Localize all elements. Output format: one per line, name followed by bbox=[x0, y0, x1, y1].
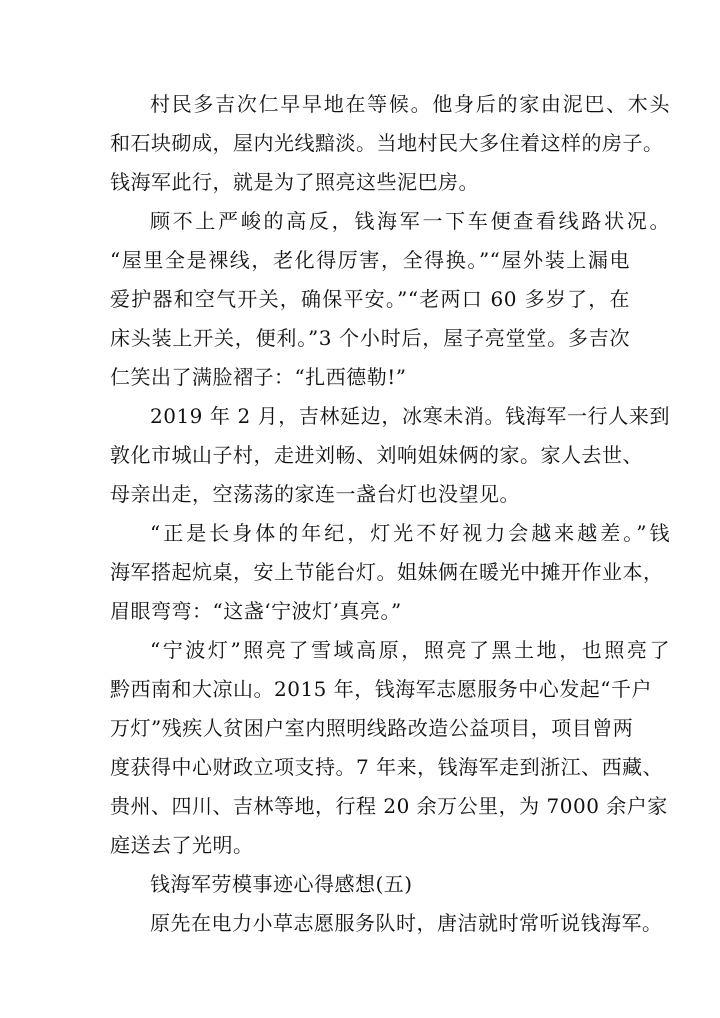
paragraph-line: 和石块砌成，屋内光线黯淡。当地村民大多住着这样的房子。 bbox=[110, 131, 664, 155]
paragraph-line: 敦化市城山子村，走进刘畅、刘响姐妹俩的家。家人去世、 bbox=[110, 443, 643, 467]
paragraph-line: 海军搭起炕桌，安上节能台灯。姐妹俩在暖光中摊开作业本， bbox=[110, 560, 664, 584]
paragraph-line: 庭送去了光明。 bbox=[110, 833, 254, 857]
paragraph-line: 眉眼弯弯：“这盏‘宁波灯’真亮。” bbox=[110, 599, 402, 623]
paragraph-line: 万灯”残疾人贫困户室内照明线路改造公益项目，项目曾两 bbox=[110, 716, 634, 740]
paragraph-line: 黔西南和大凉山。2015 年，钱海军志愿服务中心发起“千户 bbox=[110, 677, 652, 701]
paragraph-line: 村民多吉次仁早早地在等候。他身后的家由泥巴、木头 bbox=[150, 92, 670, 116]
paragraph-line: 度获得中心财政立项支持。7 年来，钱海军走到浙江、西藏、 bbox=[110, 755, 664, 779]
paragraph-line: 床头装上开关，便利。”3 个小时后，屋子亮堂堂。多吉次 bbox=[110, 326, 630, 350]
paragraph-line: 爱护器和空气开关，确保平安。”“老两口 60 多岁了，在 bbox=[110, 287, 630, 311]
paragraph-line: 贵州、四川、吉林等地，行程 20 余万公里，为 7000 余户家 bbox=[110, 794, 668, 818]
paragraph-line: 仁笑出了满脸褶子：“扎西德勒!” bbox=[110, 365, 407, 389]
paragraph-line: “正是长身体的年纪，灯光不好视力会越来越差。”钱 bbox=[150, 521, 670, 545]
paragraph-line: “宁波灯”照亮了雪域高原，照亮了黑土地，也照亮了 bbox=[150, 638, 670, 662]
paragraph-line: 顾不上严峻的高反，钱海军一下车便查看线路状况。 bbox=[150, 209, 670, 233]
paragraph-line: “屋里全是裸线，老化得厉害，全得换。”“屋外装上漏电 bbox=[110, 248, 630, 272]
paragraph-line: 钱海军此行，就是为了照亮这些泥巴房。 bbox=[110, 170, 479, 194]
paragraph-line: 原先在电力小草志愿服务队时，唐洁就时常听说钱海军。 bbox=[150, 911, 663, 935]
section-heading: 钱海军劳模事迹心得感想(五) bbox=[150, 872, 413, 896]
paragraph-line: 母亲出走，空荡荡的家连一盏台灯也没望见。 bbox=[110, 482, 520, 506]
paragraph-line: 2019 年 2 月，吉林延边，冰寒未消。钱海军一行人来到 bbox=[150, 404, 670, 428]
